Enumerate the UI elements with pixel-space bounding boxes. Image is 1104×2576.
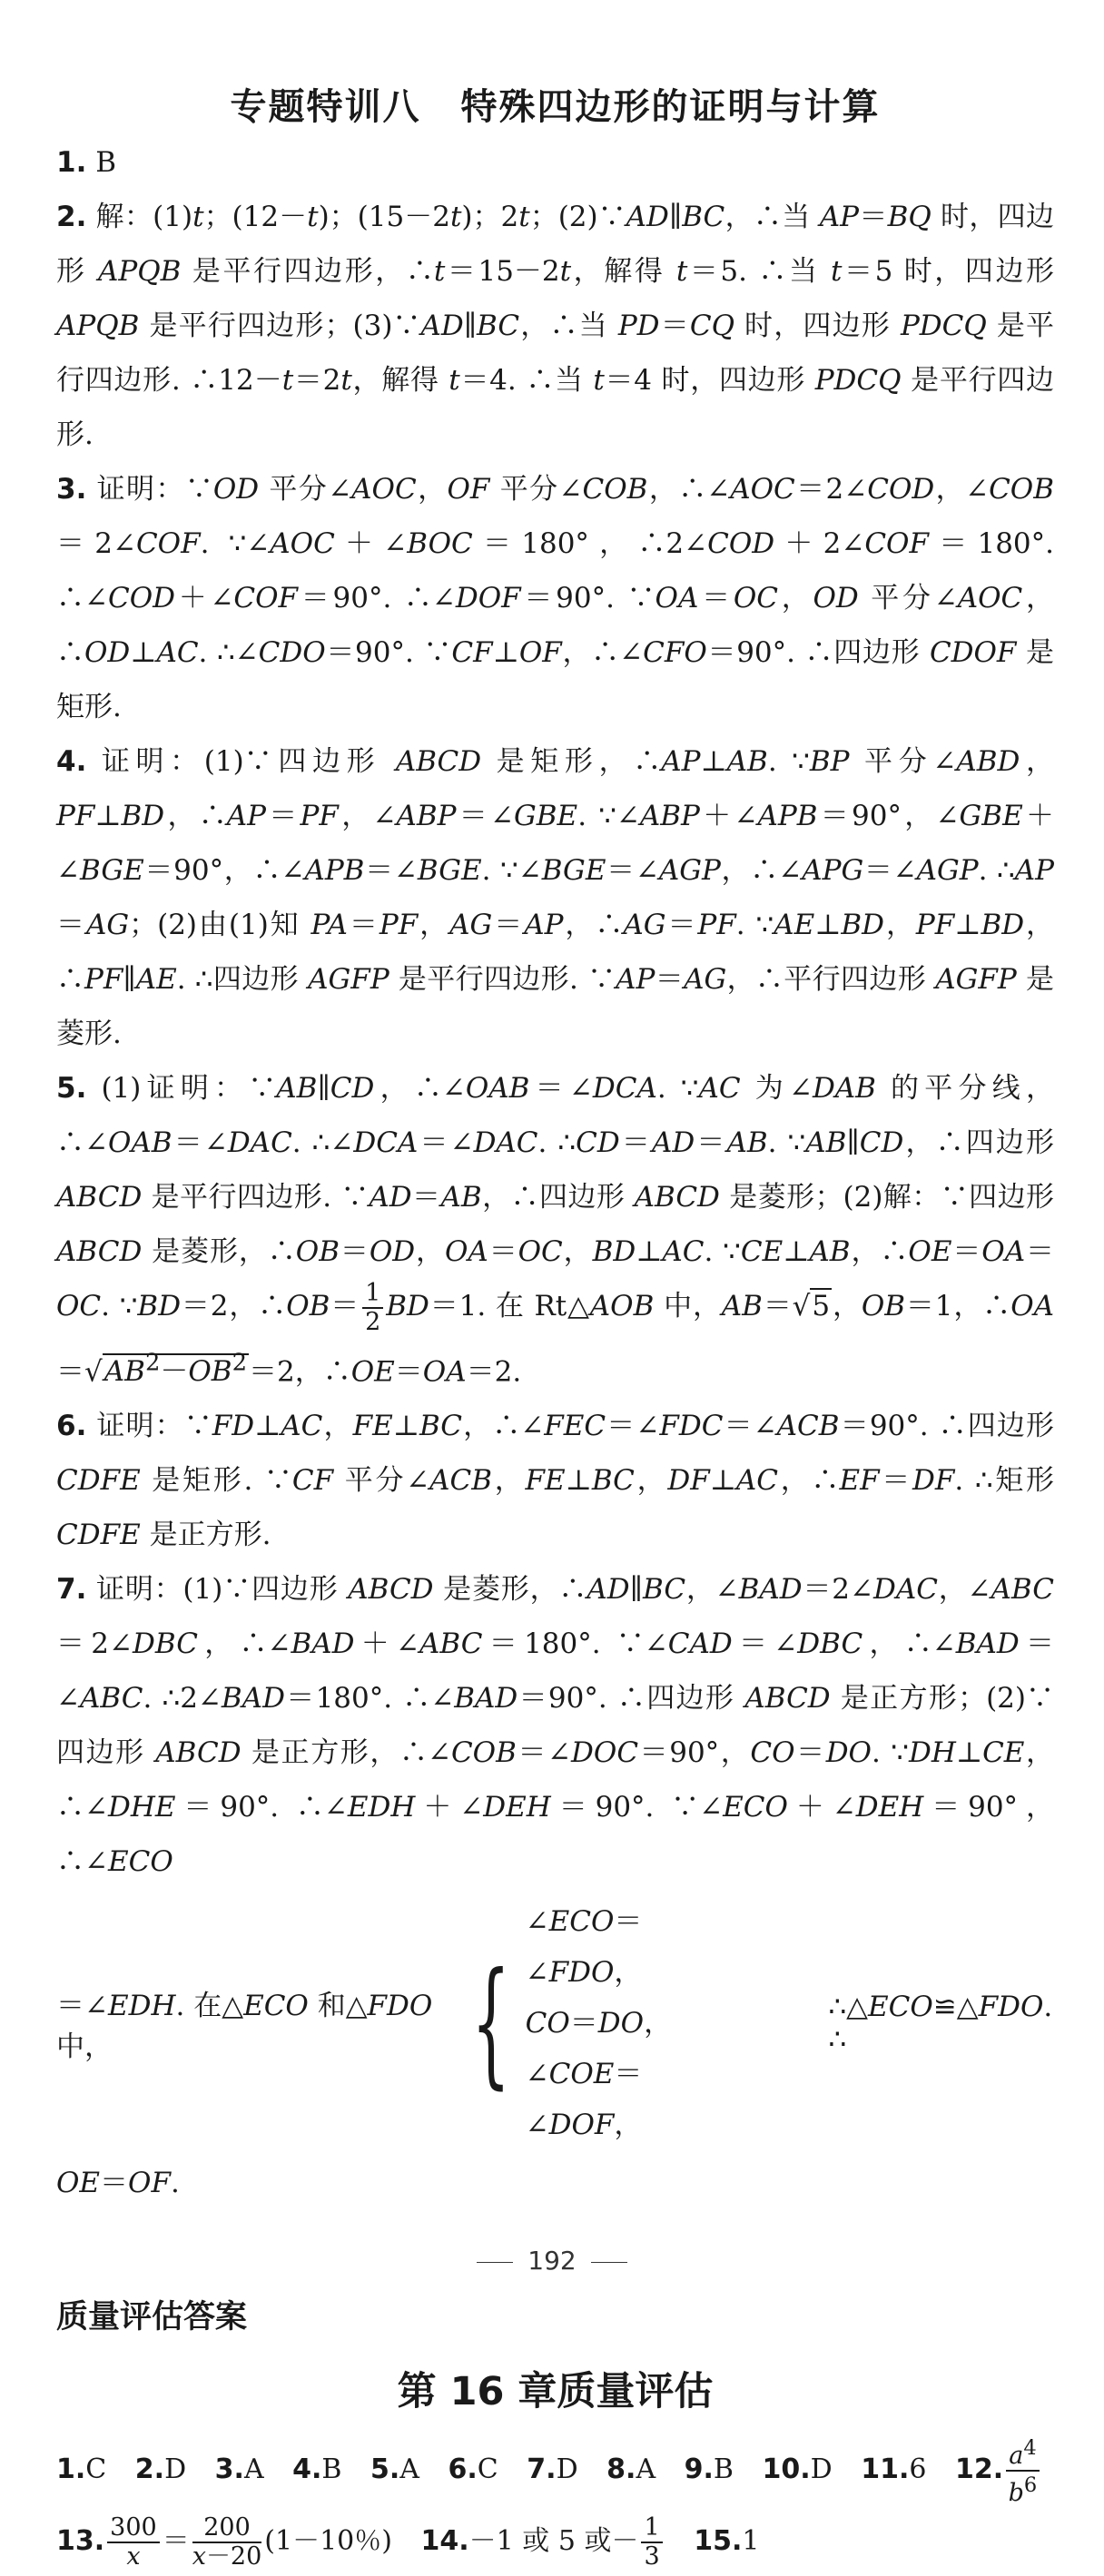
page-title: [56, 0, 1054, 130]
answers-row-2: 13. $\frac{300}{x}$ ＝ $\frac{200}{x-20}$ (1－10％) 14.－1 或 5 或－ $\frac{1}{3}$ 15.1: [56, 2512, 760, 2571]
answer-3: 3. 证明：∵OD 平分∠AOC，OF 平分∠COB，∴∠AOC＝2∠COD，∠COB＝2∠COF. ∵∠AOC＋∠BOC＝180°，∴2∠COD＋2∠COF＝180°. ∴∠COD＋∠COF＝90°. ∴∠DOF＝90°. ∵OA＝OC，OD 平分∠AOC，∴OD⊥AC. ∴∠CDO＝90°. ∵CF⊥OF，∴∠CFO＝90°. ∴四边形 CDOF 是矩形.: [56, 473, 1055, 723]
answer-7: 7. 证明：(1)∵四边形 ABCD 是菱形，∴AD∥BC，∠BAD＝2∠DAC，∠ABC＝2∠DBC，∴∠BAD＋∠ABC＝180°. ∵∠CAD＝∠DBC，∴∠BAD＝∠ABC. ∴2∠BAD＝180°. ∴∠BAD＝90°. ∴四边形 ABCD 是正方形；(2)∵四边形 ABCD 是正方形，∴∠COB＝∠DOC＝90°，CO＝DO. ∵DH⊥CE，∴∠DHE＝90°. ∴∠EDH＋∠DEH＝90°. ∵∠ECO＋∠DEH＝90°，∴∠ECO: [56, 1572, 1055, 1878]
chapter-answers: [56, 2434, 1054, 2576]
title-left: 专题特训八: [230, 86, 421, 128]
answer-6: 6. 证明：∵FD⊥AC，FE⊥BC，∴∠FEC＝∠FDC＝∠ACB＝90°. ∴四边形 CDFE 是矩形. ∵CF 平分∠ACB，FE⊥BC，DF⊥AC，∴EF＝DF. ∴矩形 CDFE 是正方形.: [56, 1409, 1055, 1551]
answer-7-end: OE＝OF.: [56, 2166, 180, 2199]
section-heading: 质量评估答案: [56, 2298, 248, 2335]
title-right: 特殊四边形的证明与计算: [460, 86, 881, 128]
answer-2: 2. 解：(1)t；(12－t)；(15－2t)；2t；(2)∵AD∥BC，∴当 AP＝BQ 时，四边形 APQB 是平行四边形，∴t＝15－2t，解得 t＝5. ∴当 t＝5 时，四边形 APQB 是平行四边形；(3)∵AD∥BC，∴当 PD＝CQ 时，四边形 PDCQ 是平行四边形. ∴12－t＝2t，解得 t＝4. ∴当 t＝4 时，四边形 PDCQ 是平行四边形.: [56, 201, 1055, 451]
answer-list: [56, 135, 1054, 2210]
answer-1: 1. B: [56, 146, 116, 179]
answer-4: 4. 证明：(1)∵四边形 ABCD 是矩形，∴AP⊥AB. ∵BP 平分∠ABD，PF⊥BD，∴AP＝PF，∠ABP＝∠GBE. ∵∠ABP＋∠APB＝90°，∠GBE＋∠BGE＝90°，∴∠APB＝∠BGE. ∵∠BGE＝∠AGP，∴∠APG＝∠AGP. ∴AP＝AG；(2)由(1)知 PA＝PF，AG＝AP，∴AG＝PF. ∵AE⊥BD，PF⊥BD，∴PF∥AE. ∴四边形 AGFP 是平行四边形. ∵AP＝AG，∴平行四边形 AGFP 是菱形.: [56, 745, 1055, 1050]
page-footer: [0, 2246, 1104, 2276]
answer-7-system: ＝∠EDH. 在△ECO 和△FDO 中， { ∠ECO＝∠FDO， CO＝DO， ∠COE＝∠DOF， ∴△ECO≌△FDO. ∴: [56, 1904, 1053, 2141]
page-number: 192: [527, 2246, 577, 2276]
answers-row-1: 1.C 2.D 3.A 4.B 5.A 6.C 7.D 8.A 9.B 10.D 11.6 12. $\frac{a^4}{b^6}$: [56, 2434, 1054, 2507]
answer-5: 5. (1)证明：∵AB∥CD，∴∠OAB＝∠DCA. ∵AC 为∠DAB 的平分线，∴∠OAB＝∠DAC. ∴∠DCA＝∠DAC. ∴CD＝AD＝AB. ∵AB∥CD，∴四边形 ABCD 是平行四边形. ∵AD＝AB，∴四边形 ABCD 是菱形；(2)解：∵四边形 ABCD 是菱形，∴OB＝OD，OA＝OC，BD⊥AC. ∵CE⊥AB，∴OE＝OA＝OC. ∵BD＝2，∴OB＝ $\frac{1}{2}$ BD＝1. 在 Rt△AOB 中，AB＝√5，OB＝1，$\therefore OA=√AB^2-OB^2=2$，∴OE＝OA＝2.: [56, 1072, 1055, 1388]
chapter-heading: 第 16 章质量评估: [397, 2368, 714, 2414]
